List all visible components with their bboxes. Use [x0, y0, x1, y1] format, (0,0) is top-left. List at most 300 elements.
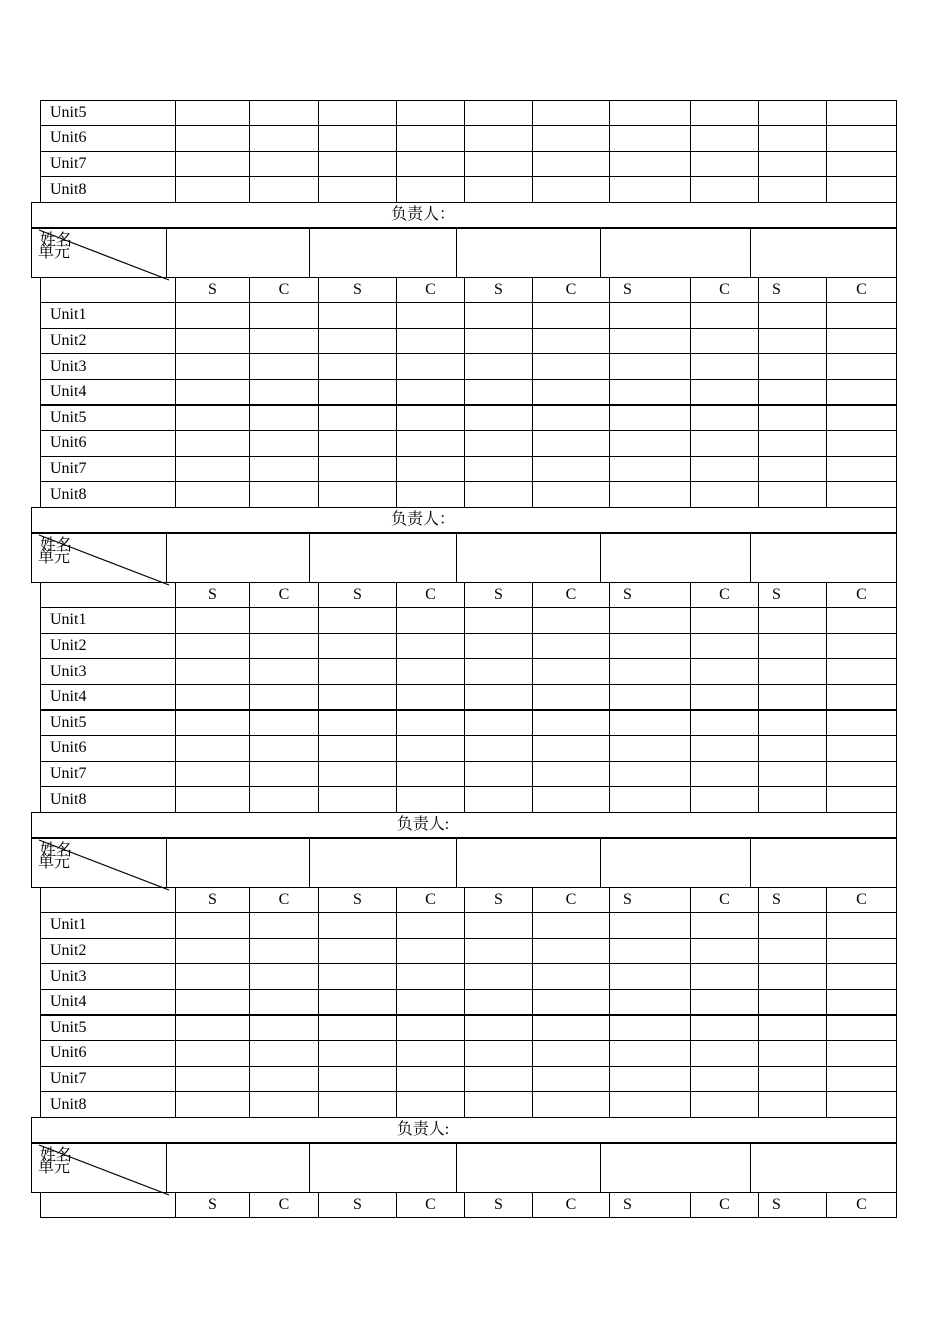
score-cell[interactable] [175, 989, 250, 1016]
score-cell[interactable] [249, 963, 319, 990]
student-name-cell[interactable] [166, 1143, 310, 1193]
score-cell[interactable] [175, 684, 250, 711]
score-cell[interactable] [249, 1015, 319, 1042]
score-cell[interactable] [396, 1015, 465, 1042]
score-cell[interactable] [249, 328, 319, 355]
score-cell[interactable] [318, 100, 397, 127]
score-cell[interactable] [175, 353, 250, 380]
score-cell[interactable] [758, 1066, 827, 1093]
score-cell[interactable] [175, 151, 250, 178]
score-cell[interactable] [690, 405, 759, 432]
score-cell[interactable] [690, 912, 759, 939]
student-name-cell[interactable] [750, 228, 897, 278]
score-cell[interactable] [826, 100, 897, 127]
score-cell[interactable] [532, 607, 610, 634]
score-cell[interactable] [826, 328, 897, 355]
score-cell[interactable] [318, 633, 397, 660]
score-cell[interactable] [175, 176, 250, 203]
score-cell[interactable] [396, 786, 465, 813]
score-cell[interactable] [690, 328, 759, 355]
score-cell[interactable] [175, 405, 250, 432]
score-cell[interactable] [826, 761, 897, 788]
score-cell[interactable] [396, 735, 465, 762]
score-cell[interactable] [396, 761, 465, 788]
score-cell[interactable] [175, 125, 250, 152]
score-cell[interactable] [396, 302, 465, 329]
score-cell[interactable] [532, 456, 610, 483]
score-cell[interactable] [758, 1091, 827, 1118]
score-cell[interactable] [175, 302, 250, 329]
score-cell[interactable] [758, 607, 827, 634]
score-cell[interactable] [609, 405, 691, 432]
score-cell[interactable] [532, 151, 610, 178]
score-cell[interactable] [532, 684, 610, 711]
score-cell[interactable] [758, 125, 827, 152]
score-cell[interactable] [758, 1040, 827, 1067]
student-name-cell[interactable] [456, 1143, 601, 1193]
score-cell[interactable] [690, 963, 759, 990]
score-cell[interactable] [175, 379, 250, 406]
score-cell[interactable] [758, 405, 827, 432]
score-cell[interactable] [758, 912, 827, 939]
score-cell[interactable] [175, 481, 250, 508]
score-cell[interactable] [690, 430, 759, 457]
score-cell[interactable] [396, 1066, 465, 1093]
score-cell[interactable] [690, 761, 759, 788]
score-cell[interactable] [609, 353, 691, 380]
score-cell[interactable] [464, 430, 533, 457]
score-cell[interactable] [826, 302, 897, 329]
student-name-cell[interactable] [600, 838, 751, 888]
score-cell[interactable] [249, 607, 319, 634]
score-cell[interactable] [464, 735, 533, 762]
score-cell[interactable] [532, 353, 610, 380]
score-cell[interactable] [758, 710, 827, 737]
score-cell[interactable] [318, 1066, 397, 1093]
score-cell[interactable] [318, 607, 397, 634]
score-cell[interactable] [690, 1040, 759, 1067]
score-cell[interactable] [396, 456, 465, 483]
score-cell[interactable] [249, 761, 319, 788]
score-cell[interactable] [464, 328, 533, 355]
score-cell[interactable] [532, 658, 610, 685]
score-cell[interactable] [826, 1040, 897, 1067]
student-name-cell[interactable] [600, 533, 751, 583]
score-cell[interactable] [690, 125, 759, 152]
score-cell[interactable] [532, 1091, 610, 1118]
score-cell[interactable] [609, 989, 691, 1016]
score-cell[interactable] [758, 633, 827, 660]
score-cell[interactable] [318, 710, 397, 737]
score-cell[interactable] [532, 786, 610, 813]
score-cell[interactable] [532, 761, 610, 788]
score-cell[interactable] [175, 710, 250, 737]
score-cell[interactable] [609, 1015, 691, 1042]
score-cell[interactable] [249, 176, 319, 203]
score-cell[interactable] [175, 761, 250, 788]
score-cell[interactable] [690, 481, 759, 508]
score-cell[interactable] [826, 710, 897, 737]
score-cell[interactable] [532, 938, 610, 965]
score-cell[interactable] [609, 176, 691, 203]
score-cell[interactable] [249, 405, 319, 432]
score-cell[interactable] [318, 963, 397, 990]
score-cell[interactable] [249, 1091, 319, 1118]
score-cell[interactable] [826, 1091, 897, 1118]
score-cell[interactable] [249, 1066, 319, 1093]
score-cell[interactable] [464, 456, 533, 483]
score-cell[interactable] [758, 430, 827, 457]
score-cell[interactable] [826, 430, 897, 457]
score-cell[interactable] [249, 684, 319, 711]
score-cell[interactable] [249, 912, 319, 939]
score-cell[interactable] [609, 481, 691, 508]
score-cell[interactable] [396, 151, 465, 178]
score-cell[interactable] [609, 151, 691, 178]
score-cell[interactable] [396, 607, 465, 634]
score-cell[interactable] [690, 607, 759, 634]
score-cell[interactable] [249, 100, 319, 127]
score-cell[interactable] [318, 1040, 397, 1067]
score-cell[interactable] [318, 938, 397, 965]
score-cell[interactable] [609, 710, 691, 737]
score-cell[interactable] [826, 125, 897, 152]
score-cell[interactable] [532, 989, 610, 1016]
score-cell[interactable] [609, 938, 691, 965]
score-cell[interactable] [609, 786, 691, 813]
score-cell[interactable] [609, 125, 691, 152]
score-cell[interactable] [826, 989, 897, 1016]
student-name-cell[interactable] [600, 228, 751, 278]
score-cell[interactable] [690, 786, 759, 813]
score-cell[interactable] [318, 430, 397, 457]
score-cell[interactable] [318, 151, 397, 178]
score-cell[interactable] [396, 379, 465, 406]
student-name-cell[interactable] [750, 838, 897, 888]
score-cell[interactable] [175, 1015, 250, 1042]
score-cell[interactable] [758, 353, 827, 380]
student-name-cell[interactable] [309, 533, 457, 583]
score-cell[interactable] [609, 658, 691, 685]
score-cell[interactable] [318, 176, 397, 203]
score-cell[interactable] [249, 151, 319, 178]
score-cell[interactable] [318, 353, 397, 380]
score-cell[interactable] [826, 912, 897, 939]
score-cell[interactable] [396, 353, 465, 380]
score-cell[interactable] [175, 456, 250, 483]
score-cell[interactable] [396, 1091, 465, 1118]
score-cell[interactable] [690, 633, 759, 660]
score-cell[interactable] [758, 761, 827, 788]
score-cell[interactable] [826, 735, 897, 762]
score-cell[interactable] [249, 735, 319, 762]
score-cell[interactable] [758, 302, 827, 329]
score-cell[interactable] [532, 405, 610, 432]
score-cell[interactable] [826, 379, 897, 406]
score-cell[interactable] [690, 710, 759, 737]
score-cell[interactable] [609, 735, 691, 762]
score-cell[interactable] [690, 353, 759, 380]
score-cell[interactable] [532, 710, 610, 737]
score-cell[interactable] [175, 1040, 250, 1067]
student-name-cell[interactable] [750, 533, 897, 583]
score-cell[interactable] [532, 176, 610, 203]
score-cell[interactable] [609, 379, 691, 406]
student-name-cell[interactable] [309, 228, 457, 278]
score-cell[interactable] [532, 379, 610, 406]
score-cell[interactable] [464, 607, 533, 634]
score-cell[interactable] [532, 302, 610, 329]
score-cell[interactable] [532, 1066, 610, 1093]
student-name-cell[interactable] [309, 1143, 457, 1193]
score-cell[interactable] [758, 989, 827, 1016]
score-cell[interactable] [532, 481, 610, 508]
score-cell[interactable] [396, 430, 465, 457]
score-cell[interactable] [826, 607, 897, 634]
score-cell[interactable] [175, 912, 250, 939]
score-cell[interactable] [758, 481, 827, 508]
score-cell[interactable] [249, 658, 319, 685]
score-cell[interactable] [609, 430, 691, 457]
score-cell[interactable] [175, 328, 250, 355]
score-cell[interactable] [318, 379, 397, 406]
score-cell[interactable] [396, 100, 465, 127]
score-cell[interactable] [464, 912, 533, 939]
score-cell[interactable] [826, 658, 897, 685]
student-name-cell[interactable] [166, 228, 310, 278]
score-cell[interactable] [396, 405, 465, 432]
score-cell[interactable] [609, 456, 691, 483]
score-cell[interactable] [532, 100, 610, 127]
score-cell[interactable] [690, 658, 759, 685]
score-cell[interactable] [396, 1040, 465, 1067]
score-cell[interactable] [609, 1091, 691, 1118]
score-cell[interactable] [758, 963, 827, 990]
score-cell[interactable] [826, 633, 897, 660]
score-cell[interactable] [609, 684, 691, 711]
student-name-cell[interactable] [600, 1143, 751, 1193]
score-cell[interactable] [249, 710, 319, 737]
score-cell[interactable] [532, 1015, 610, 1042]
score-cell[interactable] [396, 481, 465, 508]
score-cell[interactable] [464, 658, 533, 685]
student-name-cell[interactable] [750, 1143, 897, 1193]
score-cell[interactable] [318, 1015, 397, 1042]
score-cell[interactable] [609, 100, 691, 127]
score-cell[interactable] [318, 328, 397, 355]
score-cell[interactable] [175, 1066, 250, 1093]
score-cell[interactable] [318, 302, 397, 329]
score-cell[interactable] [532, 735, 610, 762]
score-cell[interactable] [249, 786, 319, 813]
score-cell[interactable] [758, 151, 827, 178]
score-cell[interactable] [758, 786, 827, 813]
score-cell[interactable] [464, 353, 533, 380]
score-cell[interactable] [249, 1040, 319, 1067]
score-cell[interactable] [758, 1015, 827, 1042]
score-cell[interactable] [532, 912, 610, 939]
score-cell[interactable] [249, 430, 319, 457]
score-cell[interactable] [464, 1015, 533, 1042]
score-cell[interactable] [464, 405, 533, 432]
score-cell[interactable] [464, 302, 533, 329]
score-cell[interactable] [464, 379, 533, 406]
score-cell[interactable] [758, 684, 827, 711]
score-cell[interactable] [758, 658, 827, 685]
score-cell[interactable] [318, 481, 397, 508]
score-cell[interactable] [758, 328, 827, 355]
score-cell[interactable] [826, 481, 897, 508]
score-cell[interactable] [175, 786, 250, 813]
student-name-cell[interactable] [456, 228, 601, 278]
score-cell[interactable] [396, 328, 465, 355]
score-cell[interactable] [464, 684, 533, 711]
score-cell[interactable] [826, 405, 897, 432]
score-cell[interactable] [826, 456, 897, 483]
score-cell[interactable] [690, 302, 759, 329]
score-cell[interactable] [690, 1091, 759, 1118]
score-cell[interactable] [690, 735, 759, 762]
score-cell[interactable] [396, 938, 465, 965]
score-cell[interactable] [175, 963, 250, 990]
score-cell[interactable] [318, 761, 397, 788]
score-cell[interactable] [758, 100, 827, 127]
score-cell[interactable] [464, 989, 533, 1016]
score-cell[interactable] [464, 176, 533, 203]
student-name-cell[interactable] [456, 533, 601, 583]
score-cell[interactable] [318, 735, 397, 762]
score-cell[interactable] [464, 1040, 533, 1067]
score-cell[interactable] [690, 989, 759, 1016]
score-cell[interactable] [826, 151, 897, 178]
score-cell[interactable] [318, 684, 397, 711]
score-cell[interactable] [318, 912, 397, 939]
score-cell[interactable] [826, 176, 897, 203]
score-cell[interactable] [690, 100, 759, 127]
score-cell[interactable] [464, 938, 533, 965]
score-cell[interactable] [249, 379, 319, 406]
score-cell[interactable] [464, 710, 533, 737]
score-cell[interactable] [690, 1066, 759, 1093]
score-cell[interactable] [318, 658, 397, 685]
score-cell[interactable] [609, 633, 691, 660]
score-cell[interactable] [175, 938, 250, 965]
score-cell[interactable] [826, 786, 897, 813]
score-cell[interactable] [609, 761, 691, 788]
score-cell[interactable] [249, 989, 319, 1016]
score-cell[interactable] [609, 328, 691, 355]
score-cell[interactable] [318, 1091, 397, 1118]
score-cell[interactable] [532, 125, 610, 152]
score-cell[interactable] [175, 430, 250, 457]
score-cell[interactable] [396, 125, 465, 152]
score-cell[interactable] [464, 125, 533, 152]
score-cell[interactable] [532, 633, 610, 660]
score-cell[interactable] [464, 481, 533, 508]
score-cell[interactable] [690, 938, 759, 965]
score-cell[interactable] [249, 125, 319, 152]
student-name-cell[interactable] [166, 838, 310, 888]
score-cell[interactable] [758, 379, 827, 406]
score-cell[interactable] [249, 938, 319, 965]
score-cell[interactable] [396, 989, 465, 1016]
score-cell[interactable] [318, 125, 397, 152]
student-name-cell[interactable] [166, 533, 310, 583]
score-cell[interactable] [175, 607, 250, 634]
score-cell[interactable] [758, 456, 827, 483]
score-cell[interactable] [175, 658, 250, 685]
score-cell[interactable] [175, 735, 250, 762]
score-cell[interactable] [249, 481, 319, 508]
score-cell[interactable] [464, 786, 533, 813]
score-cell[interactable] [532, 963, 610, 990]
score-cell[interactable] [396, 633, 465, 660]
score-cell[interactable] [318, 786, 397, 813]
score-cell[interactable] [396, 684, 465, 711]
score-cell[interactable] [396, 176, 465, 203]
score-cell[interactable] [690, 151, 759, 178]
score-cell[interactable] [826, 353, 897, 380]
score-cell[interactable] [690, 176, 759, 203]
score-cell[interactable] [464, 151, 533, 178]
score-cell[interactable] [396, 912, 465, 939]
score-cell[interactable] [464, 633, 533, 660]
score-cell[interactable] [532, 430, 610, 457]
score-cell[interactable] [532, 328, 610, 355]
score-cell[interactable] [318, 989, 397, 1016]
score-cell[interactable] [826, 938, 897, 965]
score-cell[interactable] [690, 379, 759, 406]
score-cell[interactable] [758, 938, 827, 965]
score-cell[interactable] [318, 456, 397, 483]
score-cell[interactable] [396, 710, 465, 737]
score-cell[interactable] [249, 302, 319, 329]
score-cell[interactable] [396, 963, 465, 990]
score-cell[interactable] [249, 633, 319, 660]
score-cell[interactable] [609, 302, 691, 329]
student-name-cell[interactable] [309, 838, 457, 888]
score-cell[interactable] [609, 607, 691, 634]
score-cell[interactable] [464, 1091, 533, 1118]
score-cell[interactable] [690, 1015, 759, 1042]
score-cell[interactable] [758, 176, 827, 203]
score-cell[interactable] [826, 1066, 897, 1093]
score-cell[interactable] [175, 100, 250, 127]
score-cell[interactable] [464, 761, 533, 788]
score-cell[interactable] [609, 1066, 691, 1093]
score-cell[interactable] [609, 1040, 691, 1067]
score-cell[interactable] [318, 405, 397, 432]
student-name-cell[interactable] [456, 838, 601, 888]
score-cell[interactable] [175, 633, 250, 660]
score-cell[interactable] [826, 684, 897, 711]
score-cell[interactable] [175, 1091, 250, 1118]
score-cell[interactable] [826, 1015, 897, 1042]
score-cell[interactable] [690, 456, 759, 483]
score-cell[interactable] [464, 100, 533, 127]
score-cell[interactable] [249, 353, 319, 380]
score-cell[interactable] [609, 963, 691, 990]
score-cell[interactable] [826, 963, 897, 990]
score-cell[interactable] [690, 684, 759, 711]
score-cell[interactable] [464, 963, 533, 990]
score-cell[interactable] [609, 912, 691, 939]
score-cell[interactable] [249, 456, 319, 483]
score-cell[interactable] [758, 735, 827, 762]
score-cell[interactable] [532, 1040, 610, 1067]
score-cell[interactable] [464, 1066, 533, 1093]
score-cell[interactable] [396, 658, 465, 685]
